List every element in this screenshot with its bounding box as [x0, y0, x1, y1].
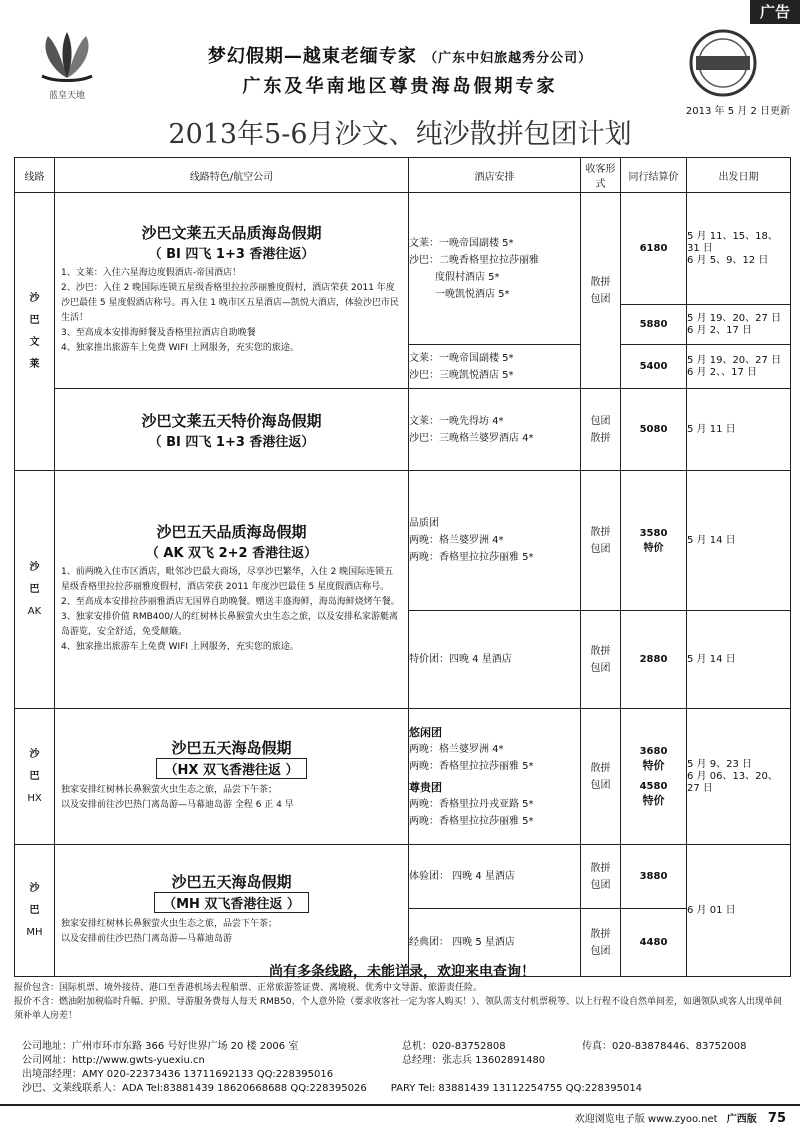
- price-include: 报价包含：国际机票、境外接待、港口至香港机场去程船票、正常旅游签证费、离境税、优秀中文导游、旅游责任险。: [14, 983, 483, 993]
- route-point: 以及安排前往沙巴热门离岛游—马幕迪岛游 全程 6 正 4 早: [61, 799, 294, 810]
- route-point: 2、至高成本安排拉莎丽雅酒店无国界自助晚餐。赠送丰盛海鲜，海岛海鲜烧烤午餐。: [61, 596, 400, 607]
- booking-form: 散拼 包团: [581, 193, 621, 389]
- dates: 5 月 11 日: [687, 389, 791, 471]
- route-point: 以及安排前往沙巴热门离岛游—马幕迪岛游: [61, 933, 233, 944]
- dates: 5 月 19、20、27 日 6 月 2、17 日: [687, 305, 791, 345]
- page-footer: [0, 1104, 800, 1129]
- route-feature: [55, 193, 409, 389]
- dates: 5 月 14 日: [687, 471, 791, 611]
- contact-section: [22, 1040, 792, 1096]
- header-form: 收客形式: [581, 158, 621, 193]
- header-route: 线路: [15, 158, 55, 193]
- schedule-table: [14, 157, 791, 977]
- route-title: 沙巴五天海岛假期: [171, 872, 292, 891]
- ad-tag: 广告: [750, 0, 800, 24]
- table-row: [15, 845, 791, 909]
- notes-section: [14, 961, 790, 1023]
- route-title: 沙巴五天海岛假期: [171, 738, 292, 757]
- table-row: [15, 471, 791, 611]
- page-title: 2013年5-6月沙文、纯沙散拼包团计划: [168, 119, 632, 150]
- route-subtitle: （ BI 四飞 1+3 香港往返）: [148, 434, 315, 450]
- booking-form: 散拼 包团: [581, 845, 621, 909]
- header-price: 同行结算价: [621, 158, 687, 193]
- footer-text: 欢迎浏览电子版 www.zyoo.net: [574, 1114, 718, 1125]
- hotel-cell: 悠闲团 两晚：格兰婆罗洲 4* 两晚：香格里拉拉莎丽雅 5* 尊贵团 两晚：香格里拉丹戎亚路 5* 两晚：香格里拉拉莎丽雅 5*: [409, 709, 581, 845]
- hotel-cell: 特价团：四晚 4 星酒店: [409, 611, 581, 709]
- route-point: 1、前两晚入住市区酒店，毗邻沙巴最大商场，尽享沙巴繁华，入住 2 晚国际连锁五星级香格里拉拉莎丽雅度假村，酒店荣获 2011 年度沙巴最佳 5 星度假酒店称号。: [61, 566, 394, 592]
- booking-form: 散拼 包团: [581, 471, 621, 611]
- route-point: 4、独家推出旅游车上免费 WIFI 上网服务，充实您的旅途。: [61, 342, 299, 353]
- region-brunei: 沙 巴 文 莱: [15, 193, 55, 471]
- price: 2880: [621, 611, 687, 709]
- page-number: 75: [767, 1111, 786, 1126]
- route-feature: [55, 845, 409, 977]
- route-point: 3、至高成本安排海鲜餐及香格里拉酒店自助晚餐: [61, 327, 256, 338]
- header-hotel: 酒店安排: [409, 158, 581, 193]
- route-subtitle: （ AK 双飞 2+2 香港往返）: [145, 545, 318, 561]
- price-exclude: 报价不含：燃油附加税临时升幅、护照、导游服务费每人每天 RMB50、个人意外险（要求收客社一定为客人购买！）、领队需支付机票税等、以上行程不设自然单间差，如遇领队或客人出现单间须补单人房差！: [14, 997, 783, 1021]
- route-point: 2、沙巴：入住 2 晚国际连锁五星级香格里拉拉莎丽雅度假村，酒店荣获 2011 年度沙巴最佳 5 星度假酒店称号。再入住 1 晚市区五星酒店—凯悦大酒店，体验沙巴市民生活！: [61, 282, 399, 323]
- price: 3680 特价 4580 特价: [621, 709, 687, 845]
- route-point: 4、独家推出旅游车上免费 WIFI 上网服务，充实您的旅途。: [61, 641, 299, 652]
- company-logo: [32, 30, 102, 106]
- table-row: [15, 709, 791, 845]
- price: 4480: [621, 909, 687, 977]
- booking-form: 散拼 包团: [581, 611, 621, 709]
- notes-headline: 尚有多条线路，未能详录，欢迎来电查询！: [269, 964, 535, 980]
- seal-logo: [688, 28, 758, 98]
- hotel-cell: 体验团： 四晚 4 星酒店: [409, 845, 581, 909]
- route-point: 独家安排红树林长鼻猴萤火虫生态之旅，品尝下午茶；: [61, 784, 278, 795]
- general-manager: 总经理：张志兵 13602891480: [402, 1055, 546, 1066]
- title-line2: 广东及华南地区尊贵海岛假期专家: [242, 76, 558, 97]
- website: 公司网址：http://www.gwts-yuexiu.cn: [22, 1055, 205, 1066]
- price: 3580 特价: [621, 471, 687, 611]
- route-subtitle: （MH 双飞香港往返 ）: [154, 892, 309, 913]
- route-point: 1、文莱：入住六星海边度假酒店-帝国酒店！: [61, 267, 241, 278]
- price: 6180: [621, 193, 687, 305]
- dates: 5 月 9、23 日 6 月 06、13、20、27 日: [687, 709, 791, 845]
- main-tel: 总机：020-83752808: [402, 1041, 506, 1052]
- outbound-manager: 出境部经理：AMY 020-22373436 13711692133 QQ:228395016: [22, 1069, 334, 1080]
- fax: 传真：020-83878446、83752008: [582, 1041, 747, 1052]
- price: 5880: [621, 305, 687, 345]
- dates: 5 月 11、15、18、31 日 6 月 5、9、12 日: [687, 193, 791, 305]
- contact-pary: PARY Tel: 83881439 13112254755 QQ:228395014: [390, 1083, 643, 1094]
- footer-brand: 广西版: [726, 1114, 757, 1125]
- route-feature: [55, 471, 409, 709]
- price: 5080: [621, 389, 687, 471]
- update-date: 2013 年 5 月 2 日更新: [685, 106, 790, 117]
- route-feature: [55, 389, 409, 471]
- dates: 5 月 19、20、27 日 6 月 2、、17 日: [687, 345, 791, 389]
- table-row: [15, 389, 791, 471]
- route-title: 沙巴五天品质海岛假期: [156, 522, 307, 541]
- contact-ada: 沙巴、文莱线联系人：ADA Tel:83881439 18620668688 QQ:228395026: [22, 1083, 367, 1094]
- booking-form: 包团 散拼: [581, 389, 621, 471]
- logo-text: 蓝皇天地: [48, 91, 86, 101]
- table-row: [15, 193, 791, 305]
- route-title: 沙巴文莱五天品质海岛假期: [141, 223, 322, 242]
- route-subtitle: （ BI 四飞 1+3 香港往返）: [148, 246, 315, 262]
- dates: 6 月 01 日: [687, 845, 791, 977]
- route-point: 独家安排红树林长鼻猴萤火虫生态之旅，品尝下午茶；: [61, 918, 278, 929]
- hotel-cell: 品质团 两晚：格兰婆罗洲 4* 两晚：香格里拉拉莎丽雅 5*: [409, 471, 581, 611]
- hotel-cell: 文莱：一晚先得坊 4* 沙巴：三晚格兰婆罗酒店 4*: [409, 389, 581, 471]
- hotel-cell: 文莱：一晚帝国副楼 5* 沙巴：三晚凯悦酒店 5*: [409, 345, 581, 389]
- price: 3880: [621, 845, 687, 909]
- booking-form: 散拼 包团: [581, 909, 621, 977]
- route-feature: [55, 709, 409, 845]
- region-mh: 沙 巴 MH: [15, 845, 55, 977]
- header-feature: 线路特色/航空公司: [55, 158, 409, 193]
- hotel-cell: 经典团： 四晚 5 星酒店: [409, 909, 581, 977]
- region-ak: 沙 巴 AK: [15, 471, 55, 709]
- header-dates: 出发日期: [687, 158, 791, 193]
- hotel-cell: 文莱：一晚帝国副楼 5* 沙巴：二晚香格里拉拉莎丽雅 度假村酒店 5* 一晚凯悦酒店 5*: [409, 193, 581, 345]
- title-line1: 梦幻假期—越東老缅专家 （广东中妇旅越秀分公司）: [207, 46, 593, 67]
- route-title: 沙巴文莱五天特价海岛假期: [141, 411, 322, 430]
- dates: 5 月 14 日: [687, 611, 791, 709]
- address: 公司地址：广州市环市东路 366 号好世界广场 20 楼 2006 室: [22, 1041, 299, 1052]
- price: 5400: [621, 345, 687, 389]
- route-point: 3、独家安排价值 RMB400/人的红树林长鼻猴萤火虫生态之旅，以及安排私家游艇离岛游览，安全舒适，免受颠簸。: [61, 611, 398, 637]
- route-subtitle: （HX 双飞香港往返 ）: [156, 758, 308, 779]
- booking-form: 散拼 包团: [581, 709, 621, 845]
- table-header-row: [15, 158, 791, 193]
- region-hx: 沙 巴 HX: [15, 709, 55, 845]
